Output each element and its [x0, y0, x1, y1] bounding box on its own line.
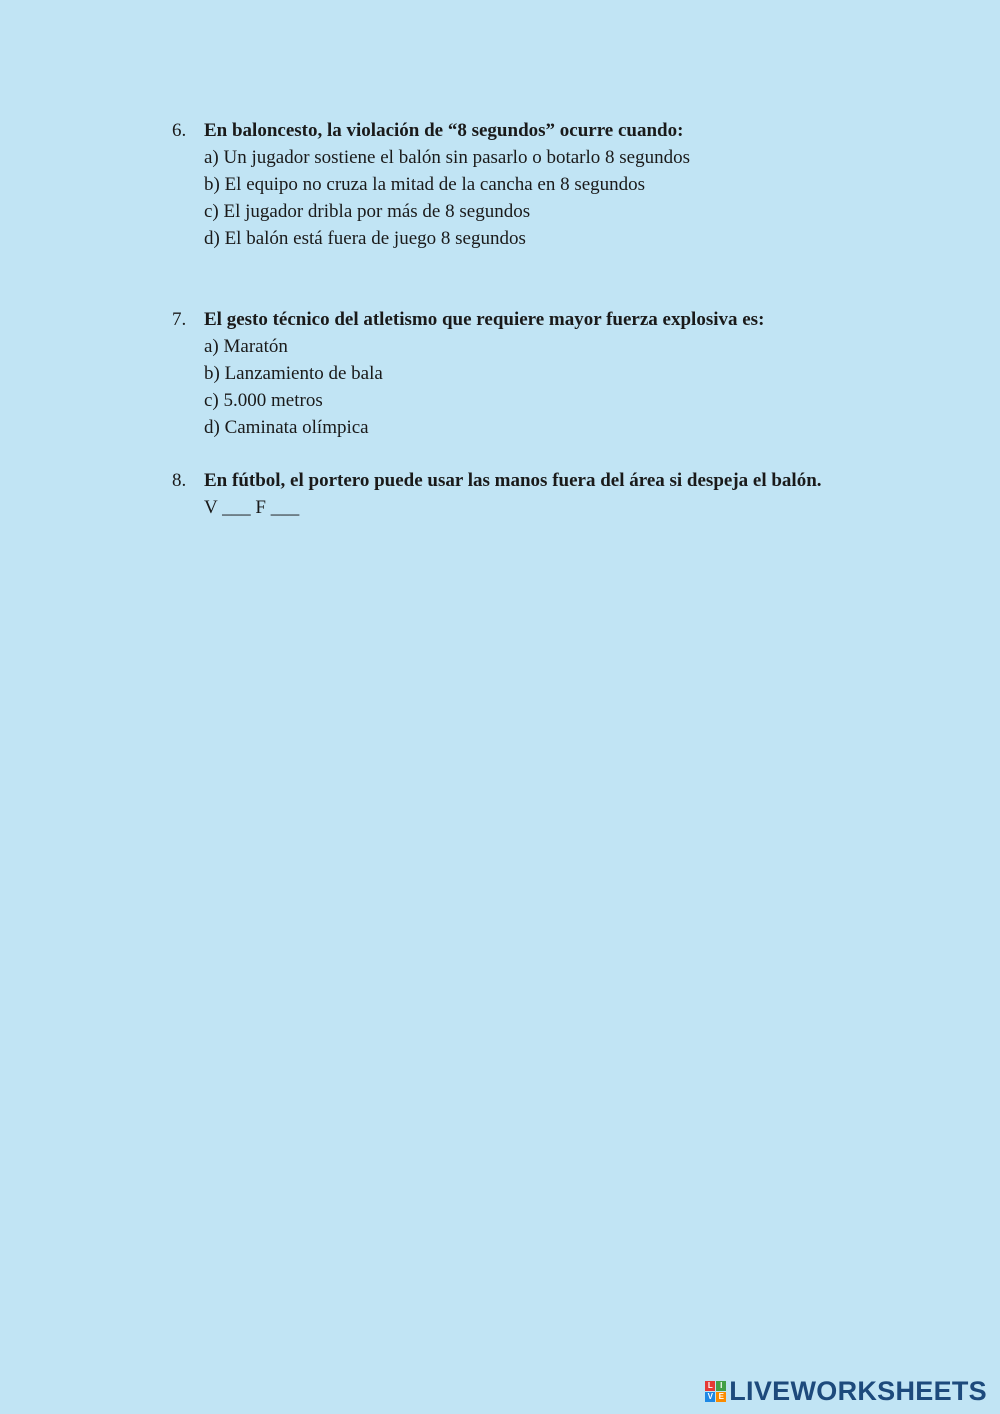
question-number: 8.	[172, 470, 187, 491]
option-a[interactable]: a) Un jugador sostiene el balón sin pasarlo o botarlo 8 segundos	[204, 147, 690, 168]
question-prompt: En fútbol, el portero puede usar las manos fuera del área si despeja el balón.	[204, 470, 822, 491]
option-d[interactable]: d) El balón está fuera de juego 8 segundos	[204, 228, 526, 249]
question-prompt: En baloncesto, la violación de “8 segundos” ocurre cuando:	[204, 120, 684, 141]
question-6	[172, 117, 832, 252]
logo-letter-e: E	[716, 1392, 726, 1402]
option-a[interactable]: a) Maratón	[204, 336, 288, 357]
option-d[interactable]: d) Caminata olímpica	[204, 417, 369, 438]
question-number: 6.	[172, 120, 187, 141]
option-list	[204, 144, 832, 252]
question-prompt: El gesto técnico del atletismo que requiere mayor fuerza explosiva es:	[204, 309, 765, 330]
option-c[interactable]: c) 5.000 metros	[204, 390, 323, 411]
logo-letter-v: V	[705, 1392, 715, 1402]
question-7	[172, 306, 832, 441]
option-c[interactable]: c) El jugador dribla por más de 8 segundos	[204, 201, 531, 222]
question-number: 7.	[172, 309, 187, 330]
question-8	[172, 467, 832, 521]
logo-letter-i: I	[716, 1381, 726, 1391]
brand-name: LIVEWORKSHEETS	[729, 1376, 987, 1406]
option-b[interactable]: b) El equipo no cruza la mitad de la cancha en 8 segundos	[204, 174, 646, 195]
option-list	[204, 333, 832, 441]
true-false-answer-line[interactable]: V ___ F ___	[204, 497, 300, 518]
liveworksheets-logo	[705, 1378, 987, 1405]
logo-letter-l: L	[705, 1381, 715, 1391]
liveworksheets-icon	[705, 1381, 726, 1402]
option-b[interactable]: b) Lanzamiento de bala	[204, 363, 383, 384]
